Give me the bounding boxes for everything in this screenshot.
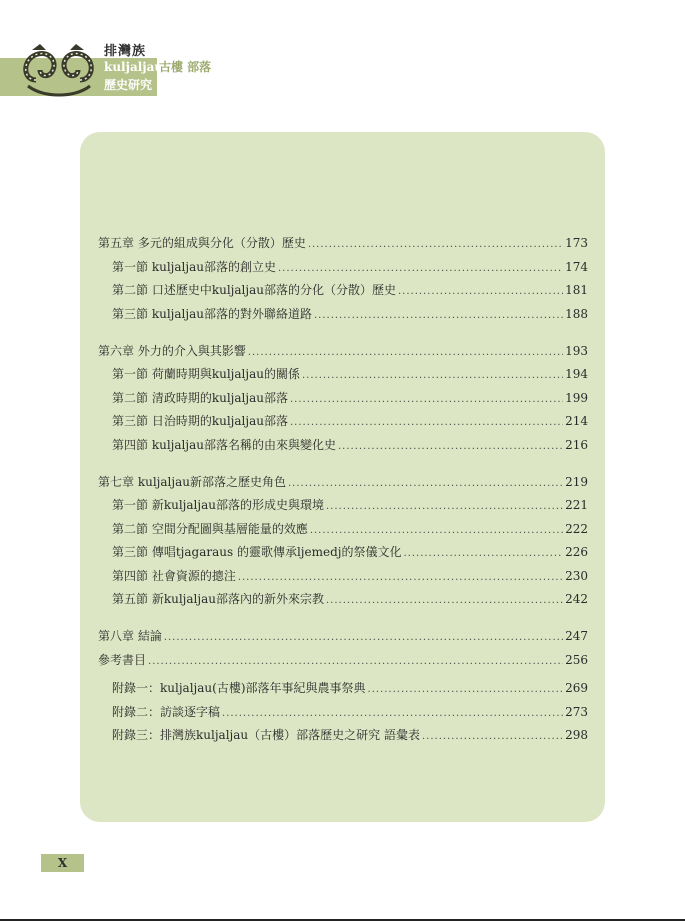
toc-page-number: 173: [565, 236, 588, 250]
toc-appendix-3[interactable]: [98, 724, 588, 748]
leader-dots: [338, 435, 563, 459]
toc-page-number: 193: [565, 343, 588, 358]
header-title-chinese: 歷史研究: [104, 78, 153, 92]
toc-entry-title: 附錄一：kuljaljau(古樓)部落年事紀與農事祭典: [112, 681, 366, 695]
toc-chapter-5[interactable]: [98, 232, 588, 256]
toc-page-number: 273: [565, 704, 588, 719]
leader-dots: [314, 304, 563, 328]
toc-section[interactable]: [98, 494, 588, 518]
toc-entry-title: 第三節 傳唱tjagaraus 的靈歌傳承ljemedj的祭儀文化: [112, 545, 402, 559]
leader-dots: [368, 678, 564, 702]
leader-dots: [248, 341, 563, 365]
toc-entry-title: 第八章 結論: [98, 629, 162, 643]
leader-dots: [148, 650, 563, 674]
toc-section[interactable]: [98, 279, 588, 303]
toc-entry-title: 附錄二：訪談逐字稿: [112, 704, 221, 719]
toc-entry-title: 第一節 新kuljaljau部落的形成史與環境: [112, 498, 324, 512]
toc-entry-title: 第四節 社會資源的摠注: [112, 568, 236, 583]
leader-dots: [238, 566, 563, 590]
toc-page-number: 222: [565, 521, 588, 536]
leader-dots: [398, 280, 563, 304]
leader-dots: [164, 626, 563, 650]
leader-dots: [326, 589, 563, 613]
leader-dots: [308, 233, 563, 257]
toc-entry-title: 第三節 日治時期的kuljaljau部落: [112, 414, 288, 428]
toc-page-number: 214: [565, 414, 588, 428]
page-number: X: [41, 854, 84, 872]
toc-section[interactable]: [98, 256, 588, 280]
table-of-contents: [98, 232, 588, 748]
toc-entry-title: 第一節 荷蘭時期與kuljaljau的關係: [112, 367, 300, 381]
bottom-rule: [0, 919, 685, 921]
toc-page-number: 216: [565, 437, 588, 452]
header-subtitle: 古樓 部落: [159, 60, 212, 74]
toc-section[interactable]: [98, 363, 588, 387]
toc-page-number: 194: [565, 367, 588, 381]
leader-dots: [222, 702, 563, 726]
toc-entry-title: 附錄三：排灣族kuljaljau（古樓）部落歷史之研究 語彙表: [112, 728, 420, 742]
toc-entry-title: 第三節 kuljaljau部落的對外聯絡道路: [112, 306, 312, 321]
spacer: [98, 457, 588, 471]
toc-section[interactable]: [98, 541, 588, 565]
toc-entry-title: 第一節 kuljaljau部落的創立史: [112, 259, 276, 274]
toc-section[interactable]: [98, 303, 588, 327]
toc-chapter-8[interactable]: [98, 625, 588, 649]
leader-dots: [326, 495, 563, 519]
toc-entry-title: 第四節 kuljaljau部落名稱的由來與變化史: [112, 437, 336, 452]
leader-dots: [310, 519, 563, 543]
toc-entry-title: 第五節 新kuljaljau部落內的新外來宗教: [112, 592, 324, 606]
leader-dots: [278, 257, 563, 281]
toc-entry-title: 第二節 空間分配圖與基層能量的效應: [112, 521, 308, 536]
leader-dots: [403, 542, 563, 566]
spacer: [98, 326, 588, 340]
toc-page-number: 298: [565, 728, 588, 742]
toc-entry-title: 第二節 清政時期的kuljaljau部落: [112, 390, 288, 405]
leader-dots: [290, 388, 563, 412]
toc-page-number: 230: [565, 568, 588, 583]
toc-entry-title: 第七章 kuljaljau新部落之歷史角色: [98, 474, 286, 489]
header-title-english: kuljaljau: [104, 60, 164, 74]
toc-appendix-1[interactable]: [98, 677, 588, 701]
spacer: [98, 612, 588, 626]
toc-chapter-7[interactable]: [98, 471, 588, 495]
leader-dots: [302, 364, 563, 388]
toc-section[interactable]: [98, 387, 588, 411]
leader-dots: [290, 411, 563, 435]
leader-dots: [422, 725, 563, 749]
toc-section[interactable]: [98, 410, 588, 434]
toc-entry-title: 第二節 口述歷史中kuljaljau部落的分化（分散）歷史: [112, 283, 396, 297]
toc-page-number: 242: [565, 592, 588, 606]
toc-section[interactable]: [98, 518, 588, 542]
toc-page-number: 188: [565, 306, 588, 321]
toc-page-number: 219: [565, 474, 588, 489]
toc-section[interactable]: [98, 434, 588, 458]
toc-section[interactable]: [98, 565, 588, 589]
toc-entry-title: 參考書目: [98, 652, 147, 667]
toc-page-number: 256: [565, 652, 588, 667]
leader-dots: [288, 472, 563, 496]
toc-page-number: 199: [565, 390, 588, 405]
toc-page-number: 269: [565, 681, 588, 695]
toc-page-number: 174: [565, 259, 588, 274]
toc-page-number: 181: [565, 283, 588, 297]
twin-snake-logo-icon: [14, 40, 104, 100]
toc-appendix-2[interactable]: [98, 701, 588, 725]
toc-page-number: 247: [565, 629, 588, 643]
toc-chapter-6[interactable]: [98, 340, 588, 364]
toc-entry-title: 第六章 外力的介入與其影響: [98, 343, 246, 358]
toc-section[interactable]: [98, 588, 588, 612]
toc-entry-title: 第五章 多元的組成與分化（分散）歷史: [98, 236, 306, 250]
toc-page-number: 221: [565, 498, 588, 512]
toc-references[interactable]: [98, 649, 588, 673]
header-title: 排灣族: [104, 44, 147, 59]
toc-page-number: 226: [565, 545, 588, 559]
